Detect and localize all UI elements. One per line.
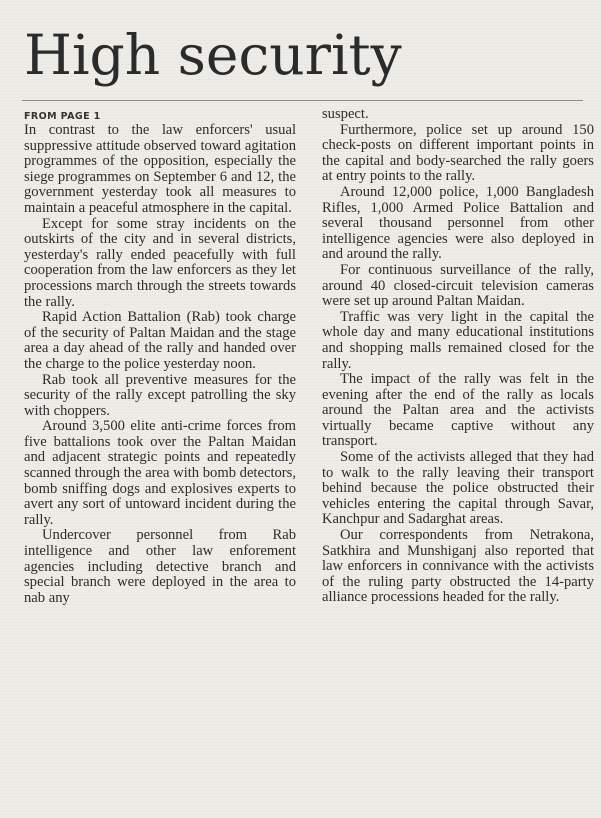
paragraph: Except for some stray incidents on the outskirts of the city and in several districts, yesterday's rally ended peacefully with full cooperation from the law enforcers as they let processions march through the streets towards the rally. (24, 215, 296, 310)
paragraph: The impact of the rally was felt in the evening after the end of the rally as locals around the Paltan area and the activists virtually became captive without any transport. (322, 371, 594, 450)
paragraph: suspect. (322, 106, 369, 122)
paragraph: Around 3,500 elite anti-crime forces from five battalions took over the Paltan Maidan and adjacent strategic points and repeatedly scanned through the area with bomb detectors, bomb sniffing dogs and explosives experts to avert any sort of untoward incident during the rally. (24, 418, 296, 528)
paragraph: For continuous surveillance of the rally, around 40 closed-circuit television cameras were set up around Paltan Maidan. (322, 261, 594, 310)
headline-rule (22, 100, 583, 101)
paragraph: Furthermore, police set up around 150 check-posts on different important points in the capital and body-searched the rally goers at entry points to the rally. (322, 121, 594, 185)
paragraph: Rab took all preventive measures for the security of the rally except patrolling the sky with choppers. (24, 371, 296, 419)
paragraph: Around 12,000 police, 1,000 Bangladesh Rifles, 1,000 Armed Police Battalion and several thousand personnel from other intelligence agencies were also deployed in and around the rally. (322, 183, 594, 263)
paragraph: Traffic was very light in the capital the whole day and many educational institutions and shopping malls remained closed for the rally. (322, 308, 594, 372)
paragraph: Our correspondents from Netrakona, Satkhira and Munshiganj also reported that law enforcers in connivance with the activists of the ruling party obstructed the 14-party alliance processions headed for the rally. (322, 527, 594, 606)
article-column-left (24, 110, 296, 606)
paragraph: Undercover personnel from Rab intelligence and other law enforement agencies including detective branch and special branch were deployed in the area to nab any (24, 527, 296, 606)
headline: High security (24, 23, 402, 87)
paragraph: Some of the activists alleged that they had to walk to the rally leaving their transport behind because the police obstructed their vehicles entering the capital through Savar, Kanchpur and Sadarghat areas. (322, 449, 594, 528)
kicker: FROM PAGE 1 (24, 111, 101, 122)
article-column-right (322, 107, 594, 606)
paragraph: In contrast to the law enforcers' usual suppressive attitude observed toward agitation programmes of the opposition, especially the siege programmes on September 6 and 12, the government yesterday took all measures to maintain a peaceful atmosphere in the capital. (24, 122, 296, 216)
paragraph: Rapid Action Battalion (Rab) took charge of the security of Paltan Maidan and the stage area a day ahead of the rally and handed over the charge to the police yesterday noon. (24, 309, 296, 372)
